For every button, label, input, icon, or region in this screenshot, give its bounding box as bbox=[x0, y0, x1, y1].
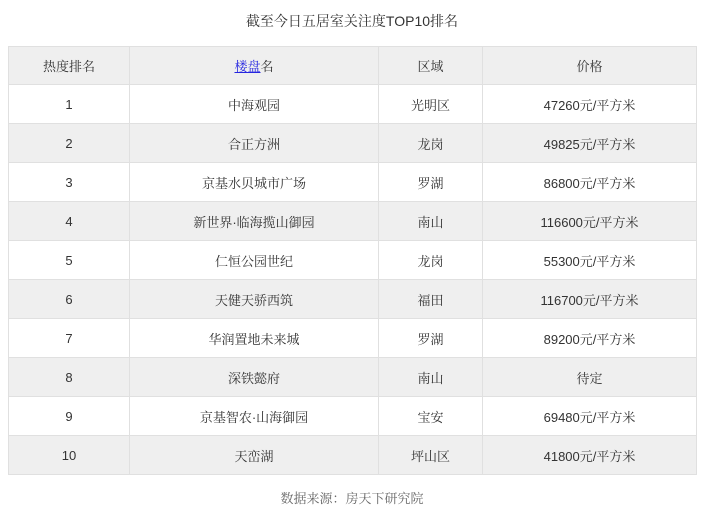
header-name-suffix: 名 bbox=[260, 59, 274, 74]
district-cell: 龙岗 bbox=[379, 241, 483, 280]
name-cell: 京基智农·山海御园 bbox=[130, 397, 379, 436]
name-cell: 中海观园 bbox=[130, 85, 379, 124]
table-row bbox=[9, 436, 697, 475]
data-source-label: 数据来源：房天下研究院 bbox=[280, 491, 424, 506]
loupan-link[interactable]: 楼盘 bbox=[234, 59, 261, 74]
name-cell: 天峦湖 bbox=[130, 436, 379, 475]
table-row bbox=[9, 280, 697, 319]
table-row bbox=[9, 358, 697, 397]
rank-cell: 9 bbox=[9, 397, 130, 436]
table-row bbox=[9, 241, 697, 280]
rank-cell: 4 bbox=[9, 202, 130, 241]
district-cell: 罗湖 bbox=[379, 319, 483, 358]
rank-cell: 6 bbox=[9, 280, 130, 319]
price-cell: 116600元/平方米 bbox=[483, 202, 697, 241]
rank-cell: 3 bbox=[9, 163, 130, 202]
rank-cell: 8 bbox=[9, 358, 130, 397]
name-cell: 天健天骄西筑 bbox=[130, 280, 379, 319]
district-cell: 龙岗 bbox=[379, 124, 483, 163]
price-cell: 116700元/平方米 bbox=[483, 280, 697, 319]
ranking-table-header bbox=[9, 47, 697, 85]
name-cell: 京基水贝城市广场 bbox=[130, 163, 379, 202]
table-row bbox=[9, 202, 697, 241]
district-cell: 南山 bbox=[379, 358, 483, 397]
table-row bbox=[9, 163, 697, 202]
name-cell: 新世界·临海揽山御园 bbox=[130, 202, 379, 241]
price-cell: 49825元/平方米 bbox=[483, 124, 697, 163]
rank-cell: 1 bbox=[9, 85, 130, 124]
table-row bbox=[9, 319, 697, 358]
ranking-table-body bbox=[9, 85, 697, 475]
price-cell: 41800元/平方米 bbox=[483, 436, 697, 475]
rank-cell: 7 bbox=[9, 319, 130, 358]
price-cell: 待定 bbox=[483, 358, 697, 397]
header-price: 价格 bbox=[483, 47, 697, 85]
name-cell: 仁恒公园世纪 bbox=[130, 241, 379, 280]
price-cell: 86800元/平方米 bbox=[483, 163, 697, 202]
header-name bbox=[130, 47, 379, 85]
name-cell: 合正方洲 bbox=[130, 124, 379, 163]
rank-cell: 2 bbox=[9, 124, 130, 163]
page-title: 截至今日五居室关注度TOP10排名 bbox=[245, 13, 459, 29]
rank-cell: 5 bbox=[9, 241, 130, 280]
header-district: 区域 bbox=[379, 47, 483, 85]
district-cell: 光明区 bbox=[379, 85, 483, 124]
ranking-table bbox=[8, 46, 697, 475]
price-cell: 89200元/平方米 bbox=[483, 319, 697, 358]
header-rank: 热度排名 bbox=[9, 47, 130, 85]
district-cell: 罗湖 bbox=[379, 163, 483, 202]
district-cell: 南山 bbox=[379, 202, 483, 241]
name-cell: 华润置地未来城 bbox=[130, 319, 379, 358]
price-cell: 47260元/平方米 bbox=[483, 85, 697, 124]
district-cell: 福田 bbox=[379, 280, 483, 319]
header-row bbox=[9, 47, 697, 85]
table-row bbox=[9, 85, 697, 124]
price-cell: 69480元/平方米 bbox=[483, 397, 697, 436]
price-cell: 55300元/平方米 bbox=[483, 241, 697, 280]
district-cell: 宝安 bbox=[379, 397, 483, 436]
name-cell: 深铁懿府 bbox=[130, 358, 379, 397]
table-row bbox=[9, 124, 697, 163]
table-row bbox=[9, 397, 697, 436]
district-cell: 坪山区 bbox=[379, 436, 483, 475]
rank-cell: 10 bbox=[9, 436, 130, 475]
